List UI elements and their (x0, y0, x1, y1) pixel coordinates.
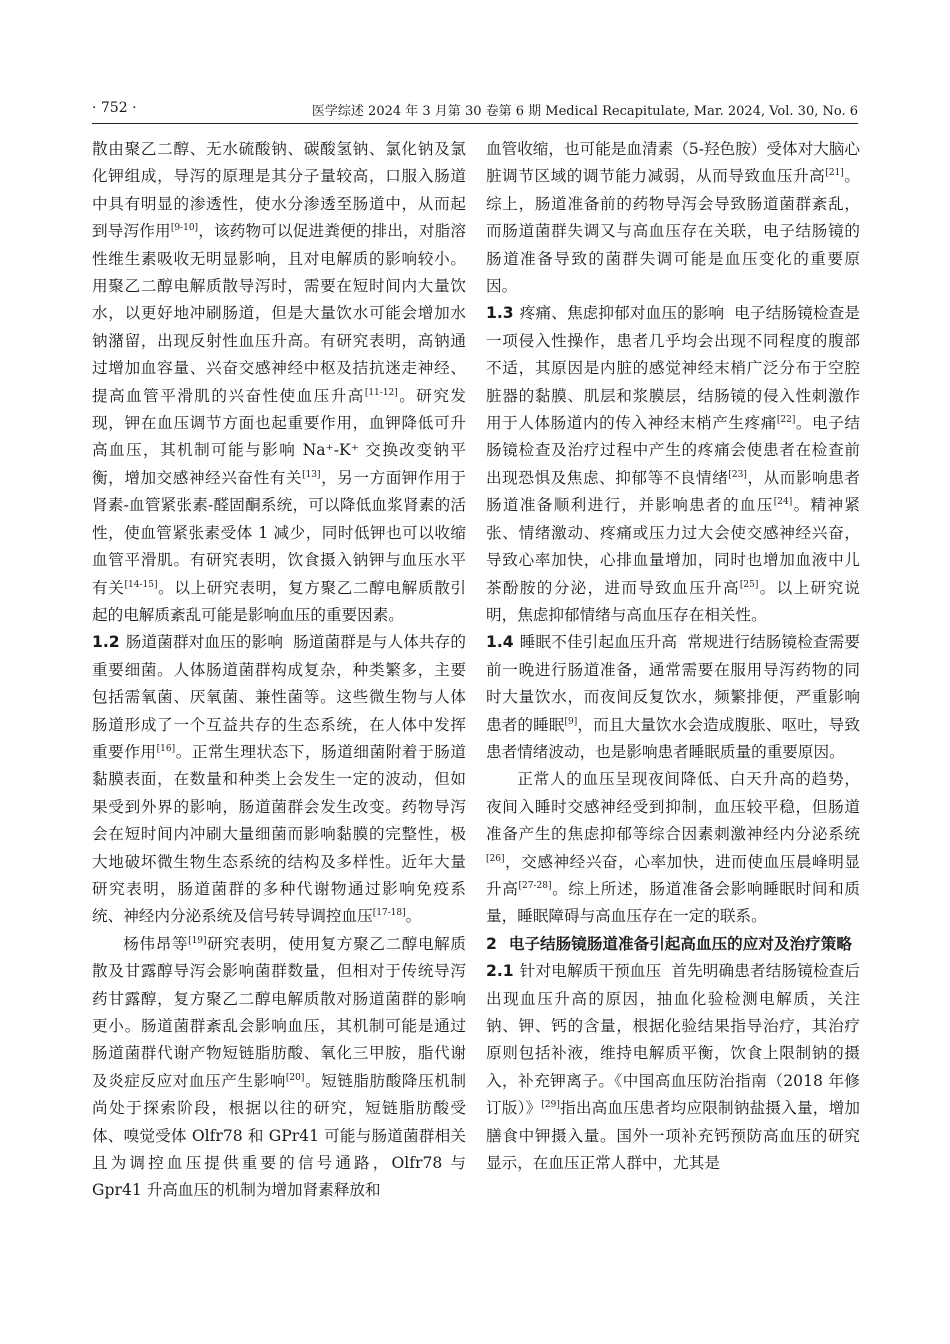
section-title: 肠道菌群对血压的影响 (125, 633, 284, 652)
section-1-4 (486, 629, 860, 766)
text: 。综上所述，肠道准备会影响睡眠时间和质量，睡眠障碍与高血压存在一定的联系。 (486, 879, 860, 926)
text: 。以上研究表明，复方聚乙二醇电解质散引起的电解质紊乱可能是影响血压的重要因素。 (92, 578, 466, 624)
text: ，从而影响患者肠道准备顺利进行，并影响患者的血压 (486, 468, 860, 515)
text: 血管收缩，也可能是血清素（5-羟色胺）受体对大脑心脏调节区域的调节能力减弱，从而导致血压升高 (486, 140, 860, 186)
text: 常规进行结肠镜检查需要前一晚进行肠道准备，通常需要在服用导泻药物的同时大量饮水，而夜间反复饮水，频繁排便，严重影响患者的睡眠 (486, 633, 860, 734)
text: 正常人的血压呈现夜间降低、白天升高的趋势，夜间入睡时交感神经受到抑制，血压较平稳，但肠道准备产生的焦虑抑郁等综合因素刺激神经内分泌系统 (486, 770, 860, 844)
text: 。研究发现，钾在血压调节方面也起重要作用，血钾降低可升高血压，其机制可能与影响 Na⁺-K⁺ 交换改变钠平衡，增加交感神经兴奋性有关 (92, 386, 466, 487)
text: ，而且大量饮水会造成腹胀、呕吐，导致患者情绪波动，也是影响患者睡眠质量的重要原因。 (486, 715, 860, 761)
paragraph-electrolyte (92, 136, 466, 629)
text: 电子结肠镜检查是一项侵入性操作，患者几乎均会出现不同程度的腹部不适，其原因是内脏的感觉神经末梢广泛分布于空腔脏器的黏膜、肌层和浆膜层，结肠镜的侵入性刺激作用于人体肠道内的传入神经末梢产生疼痛 (486, 304, 860, 433)
citation: [25] (739, 579, 759, 590)
text: 。以上研究说明，焦虑抑郁情绪与高血压存在相关性。 (486, 578, 860, 624)
citation: [29] (541, 1100, 560, 1111)
text: 。综上，肠道准备前的药物导泻会导致肠道菌群紊乱，而肠道菌群失调又与高血压存在关联，电子结肠镜的肠道准备导致的菌群失调可能是血压变化的重要原因。 (486, 167, 860, 296)
citation: [20] (285, 1072, 305, 1083)
paragraph-sleep (486, 766, 860, 930)
text: ，另一方面钾作用于肾素-血管紧张素-醛固酮系统，可以降低血浆肾素的活性，使血管紧张素受体 1 减少，同时低钾也可以收缩血管平滑肌。有研究表明，饮食摄入钠钾与血压水平有关 (92, 468, 466, 597)
citation: [14-15] (124, 579, 158, 590)
text: ，交感神经兴奋，心率加快，进而使血压晨峰明显升高 (486, 852, 860, 898)
citation: [22] (776, 414, 796, 425)
text: 肠道菌群是与人体共存的重要细菌。人体肠道菌群构成复杂，种类繁多，主要包括需氧菌、厌氧菌、兼性菌等。这些微生物与人体肠道形成了一个互益共存的生态系统，在人体中发挥重要作用 (92, 633, 466, 761)
section-2-1 (486, 958, 860, 1177)
text: 杨伟昂等 (123, 934, 189, 953)
paragraph-continued (486, 136, 860, 300)
section-1-2 (92, 629, 466, 930)
section-number: 1.4 (486, 633, 514, 652)
text: 。正常生理状态下，肠道细菌附着于肠道黏膜表面，在数量和种类上会发生一定的波动，但如果受到外界的影响，肠道菌群会发生改变。药物导泻会在短时间内冲刷大量细菌而影响黏膜的完整性，极大地破坏微生物生态系统的结构及多样性。近年大量研究表明，肠道菌群的多种代谢物通过影响免疫系统、神经内分泌系统及信号转导调控血压 (92, 742, 466, 926)
text: ，该药物可以促进粪便的排出，对脂溶性维生素吸收无明显影响，且对电解质的影响较小。用聚乙二醇电解质散导泻时，需要在短时间内大量饮水，以更好地冲刷肠道，但是大量饮水可能会增加水钠潴留，出现反射性血压升高。有研究表明，高钠通过增加血容量、兴奋交感神经中枢及拮抗迷走神经、提高血管平滑肌的兴奋性使血压升高 (92, 222, 466, 405)
citation: [16] (156, 743, 176, 754)
section-number: 1.3 (486, 304, 514, 323)
section-title: 疼痛、焦虑抑郁对血压的影响 (519, 304, 725, 323)
left-column (92, 136, 466, 1205)
running-header: 医学综述 2024 年 3 月第 30 卷第 6 期 Medical Recapitulate, Mar. 2024, Vol. 30, No. 6 (311, 104, 858, 119)
section-number: 2.1 (486, 962, 514, 981)
section-title: 睡眠不佳引起血压升高 (519, 633, 678, 652)
section-number: 1.2 (92, 633, 120, 652)
text: 。 (405, 907, 422, 926)
text: 研究表明，使用复方聚乙二醇电解质散及甘露醇导泻会影响菌群数量，但相对于传统导泻药甘露醇，复方聚乙二醇电解质散对肠道菌群的影响更小。肠道菌群紊乱会影响血压，其机制可能是通过肠道菌群代谢产物短链脂肪酸、氧化三甲胺，脂代谢及炎症反应对血压产生影响 (92, 934, 466, 1090)
citation: [9-10] (170, 223, 199, 234)
text: 首先明确患者结肠镜检查后出现血压升高的原因，抽血化验检测电解质，关注钠、钾、钙的含量，根据化验结果指导治疗，其治疗原则包括补液，维持电解质平衡，饮食上限制钠的摄入，补充钾离子。《中国高血压防治指南（2018 年修订版）》 (486, 962, 860, 1118)
text: 。电子结肠镜检查及治疗过程中产生的疼痛会使患者在检查前出现恐惧及焦虑、抑郁等不良情绪 (486, 414, 860, 487)
page-number: · 752 · (92, 100, 137, 116)
text: 。短链脂肪酸降压机制尚处于探索阶段，根据以往的研究，短链脂肪酸受体、嗅觉受体 Olfr78 和 GPr41 可能与肠道菌群相关且为调控血压提供重要的信号通路，Olfr78 与 Gpr41 升高血压的机制为增加肾素释放和 (92, 1071, 466, 1200)
citation: [27-28] (518, 880, 552, 891)
citation: [13] (302, 469, 321, 480)
citation: [24] (773, 497, 793, 508)
citation: [19] (188, 935, 207, 946)
citation: [11-12] (364, 387, 398, 398)
text: 。精神紧张、情绪激动、疼痛或压力过大会使交感神经兴奋，导致心率加快，心排血量增加，同时也增加血液中儿茶酚胺的分泌，进而导致血压升高 (486, 496, 860, 597)
citation: [21] (825, 168, 844, 179)
citation: [9] (564, 716, 578, 727)
section-title: 针对电解质干预血压 (519, 962, 662, 981)
citation: [23] (728, 469, 747, 480)
right-column (486, 136, 860, 1177)
section-1-3 (486, 300, 860, 629)
text: 指出高血压患者均应限制钠盐摄入量，增加膳食中钾摄入量。国外一项补充钙预防高血压的研究显示，在血压正常人群中，尤其是 (486, 1099, 860, 1173)
citation: [26] (486, 853, 505, 864)
header-rule (92, 123, 858, 124)
citation: [17-18] (372, 908, 406, 919)
paragraph-yang (92, 931, 466, 1205)
section-2-heading (486, 931, 860, 958)
section-number: 2 (486, 934, 497, 953)
section-title: 电子结肠镜肠道准备引起高血压的应对及治疗策略 (508, 934, 852, 953)
text: 散由聚乙二醇、无水硫酸钠、碳酸氢钠、氯化钠及氯化钾组成，导泻的原理是其分子量较高，口服入肠道中具有明显的渗透性，使水分渗透至肠道中，从而起到导泻作用 (92, 140, 466, 241)
